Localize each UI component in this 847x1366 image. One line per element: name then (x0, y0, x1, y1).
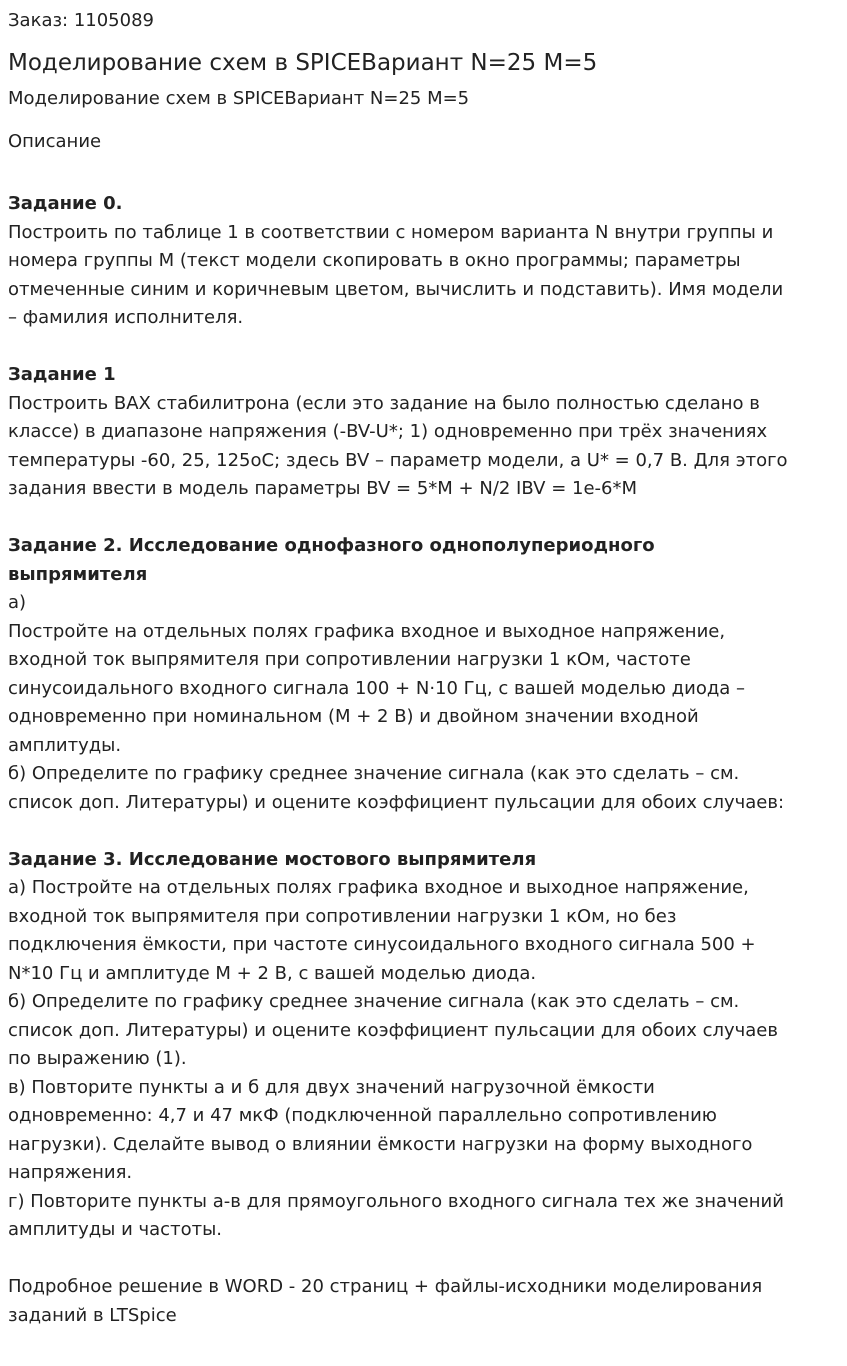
task-1-line: классе) в диапазоне напряжения (-BV-U*; 1) одновременно при трёх значениях (8, 421, 768, 442)
blank-line (8, 817, 834, 846)
task-0-line: номера группы M (текст модели скопировать в окно программы; параметры (8, 250, 741, 271)
task-0-heading: Задание 0. (8, 193, 123, 214)
task-2-heading: Задание 2. Исследование однофазного однополупериодного (8, 535, 655, 556)
task-3-line: по выражению (1). (8, 1048, 187, 1069)
blank-line (8, 333, 834, 362)
blank-line (8, 504, 834, 533)
task-2-line: список доп. Литературы) и оцените коэффициент пульсации для обоих случаев: (8, 791, 785, 813)
task-1-line: Построить ВАХ стабилитрона (если это задание на было полностью сделано в (8, 392, 760, 414)
task-2-line: а) (8, 592, 27, 613)
task-3-line: подключения ёмкости, при частоте синусоидального входного сигнала 500 + (8, 934, 756, 955)
task-3-line: б) Определите по графику среднее значение сигнала (как это сделать – см. (8, 991, 740, 1012)
task-2-heading: выпрямителя (8, 563, 148, 585)
task-2-line: б) Определите по графику среднее значение сигнала (как это сделать – см. (8, 763, 740, 784)
task-2-line: одновременно при номинальном (M + 2 В) и двойном значении входной (8, 706, 699, 727)
task-1-heading: Задание 1 (8, 364, 116, 385)
page-subtitle: Моделирование схем в SPICEВариант N=25 M=5 (8, 88, 470, 109)
task-0-line: отмеченные синим и коричневым цветом, вычислить и подставить). Имя модели (8, 278, 784, 300)
task-3-line: в) Повторите пункты а и б для двух значений нагрузочной ёмкости (8, 1076, 655, 1098)
task-3-line: напряжения. (8, 1162, 133, 1183)
page-title: Моделирование схем в SPICEВариант N=25 M=5 (8, 50, 598, 76)
task-3-line: список доп. Литературы) и оцените коэффициент пульсации для обоих случаев (8, 1019, 778, 1041)
footer-line: заданий в LTSpice (8, 1304, 177, 1326)
task-3-line: нагрузки). Сделайте вывод о влиянии ёмкости нагрузки на форму выходного (8, 1133, 753, 1155)
task-3-line: а) Постройте на отдельных полях графика входное и выходное напряжение, (8, 877, 749, 898)
task-2-line: амплитуды. (8, 734, 122, 756)
task-2-line: синусоидального входного сигнала 100 + N·10 Гц, с вашей моделью диода – (8, 677, 746, 699)
blank-line (8, 1245, 834, 1274)
task-3-line: одновременно: 4,7 и 47 мкФ (подключенной параллельно сопротивлению (8, 1105, 717, 1126)
task-1-line: задания ввести в модель параметры BV = 5*M + N/2 IBV = 1e-6*M (8, 478, 638, 499)
task-0-line: Построить по таблице 1 в соответствии с номером варианта N внутри группы и (8, 221, 774, 243)
footer-line: Подробное решение в WORD - 20 страниц + файлы-исходники моделирования (8, 1276, 763, 1297)
task-3-heading: Задание 3. Исследование мостового выпрямителя (8, 848, 537, 870)
task-3-line: входной ток выпрямителя при сопротивлении нагрузки 1 кОм, но без (8, 905, 677, 927)
description-body (8, 190, 834, 1330)
task-2-line: входной ток выпрямителя при сопротивлении нагрузки 1 кОм, частоте (8, 649, 691, 670)
task-1-line: температуры -60, 25, 125oC; здесь BV – параметр модели, а U* = 0,7 В. Для этого (8, 449, 788, 471)
task-3-line: г) Повторите пункты а-в для прямоугольного входного сигнала тех же значений (8, 1190, 784, 1212)
task-3-line: N*10 Гц и амплитуде M + 2 В, с вашей моделью диода. (8, 962, 537, 984)
task-0-line: – фамилия исполнителя. (8, 307, 244, 328)
order-number: Заказ: 1105089 (8, 10, 154, 31)
task-2-line: Постройте на отдельных полях графика входное и выходное напряжение, (8, 620, 726, 642)
task-3-line: амплитуды и частоты. (8, 1219, 222, 1240)
description-label: Описание (8, 131, 102, 152)
